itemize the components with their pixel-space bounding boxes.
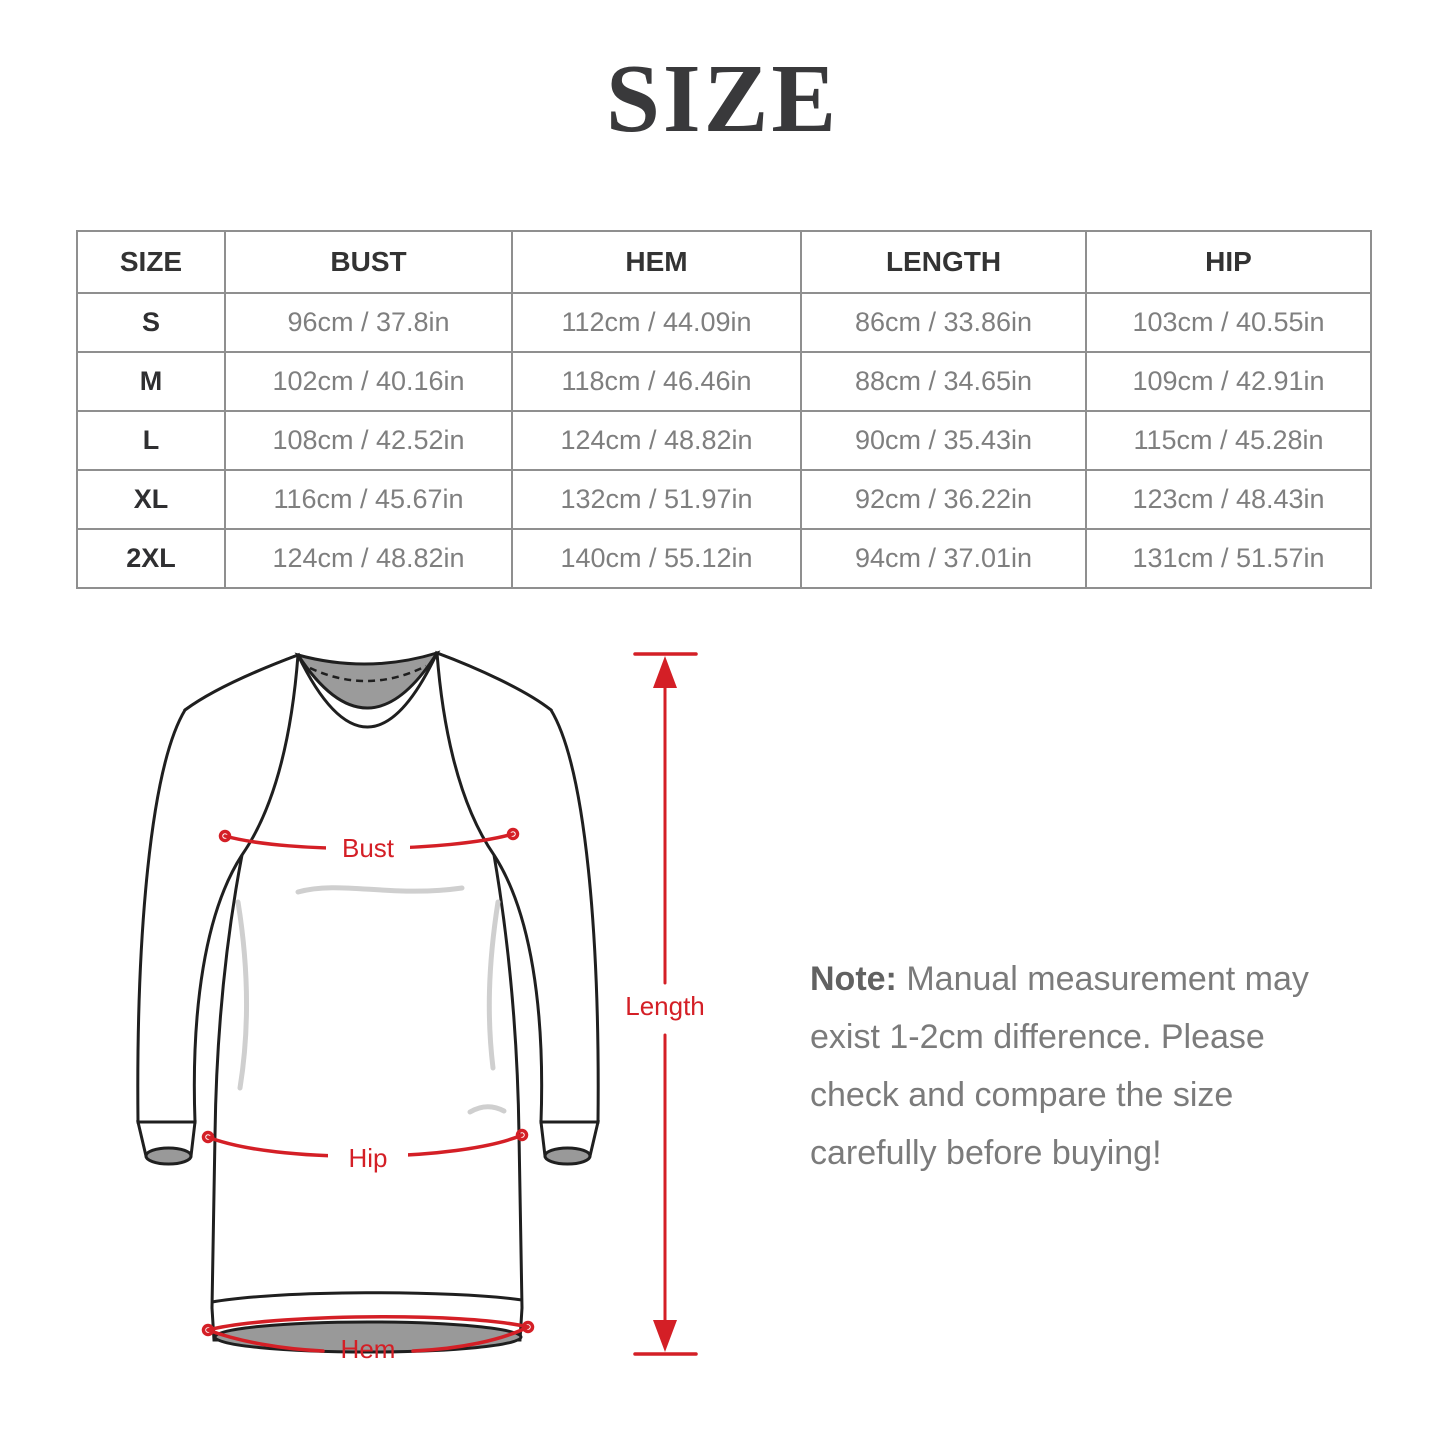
up-arrow-icon <box>653 656 677 688</box>
garment-diagram <box>130 640 710 1400</box>
cell-bust: 96cm / 37.8in <box>225 293 512 352</box>
note-line-3: check and compare the size <box>810 1076 1234 1114</box>
cell-size: S <box>77 293 225 352</box>
cell-bust: 124cm / 48.82in <box>225 529 512 588</box>
cell-hip: 109cm / 42.91in <box>1086 352 1371 411</box>
table-header-cell-length: LENGTH <box>801 231 1086 293</box>
cell-bust: 108cm / 42.52in <box>225 411 512 470</box>
page-title: SIZE <box>605 45 840 152</box>
cell-size: 2XL <box>77 529 225 588</box>
length-label: Length <box>625 991 705 1021</box>
cell-size: M <box>77 352 225 411</box>
cell-length: 88cm / 34.65in <box>801 352 1086 411</box>
cell-hip: 115cm / 45.28in <box>1086 411 1371 470</box>
cell-hip: 123cm / 48.43in <box>1086 470 1371 529</box>
hip-label: Hip <box>348 1143 388 1173</box>
cell-length: 94cm / 37.01in <box>801 529 1086 588</box>
cell-length: 90cm / 35.43in <box>801 411 1086 470</box>
measurement-note <box>810 950 1330 1182</box>
left-cuff <box>138 1122 195 1164</box>
note-line-4: carefully before buying! <box>810 1134 1162 1172</box>
cell-size: L <box>77 411 225 470</box>
table-row <box>77 293 1371 352</box>
cell-hip: 103cm / 40.55in <box>1086 293 1371 352</box>
cell-hem: 140cm / 55.12in <box>512 529 801 588</box>
note-line-2: exist 1-2cm difference. Please <box>810 1018 1265 1056</box>
cell-hem: 112cm / 44.09in <box>512 293 801 352</box>
table-header-cell-bust: BUST <box>225 231 512 293</box>
cell-length: 86cm / 33.86in <box>801 293 1086 352</box>
cell-hem: 124cm / 48.82in <box>512 411 801 470</box>
hem-label: Hem <box>340 1334 396 1364</box>
bust-label: Bust <box>341 833 395 863</box>
down-arrow-icon <box>653 1320 677 1352</box>
cell-bust: 116cm / 45.67in <box>225 470 512 529</box>
right-cuff <box>541 1122 598 1164</box>
cell-hem: 132cm / 51.97in <box>512 470 801 529</box>
cell-hem: 118cm / 46.46in <box>512 352 801 411</box>
note-line-1: Manual measurement may <box>906 960 1309 998</box>
table-row <box>77 529 1371 588</box>
note-label: Note: <box>810 960 897 998</box>
cell-length: 92cm / 36.22in <box>801 470 1086 529</box>
table-header-cell-hem: HEM <box>512 231 801 293</box>
table-row <box>77 411 1371 470</box>
table-header-cell-hip: HIP <box>1086 231 1371 293</box>
cell-size: XL <box>77 470 225 529</box>
cell-bust: 102cm / 40.16in <box>225 352 512 411</box>
table-row <box>77 352 1371 411</box>
table-header-cell-size: SIZE <box>77 231 225 293</box>
table-row <box>77 470 1371 529</box>
table-header-row <box>77 231 1371 293</box>
size-table <box>76 230 1372 589</box>
cell-hip: 131cm / 51.57in <box>1086 529 1371 588</box>
